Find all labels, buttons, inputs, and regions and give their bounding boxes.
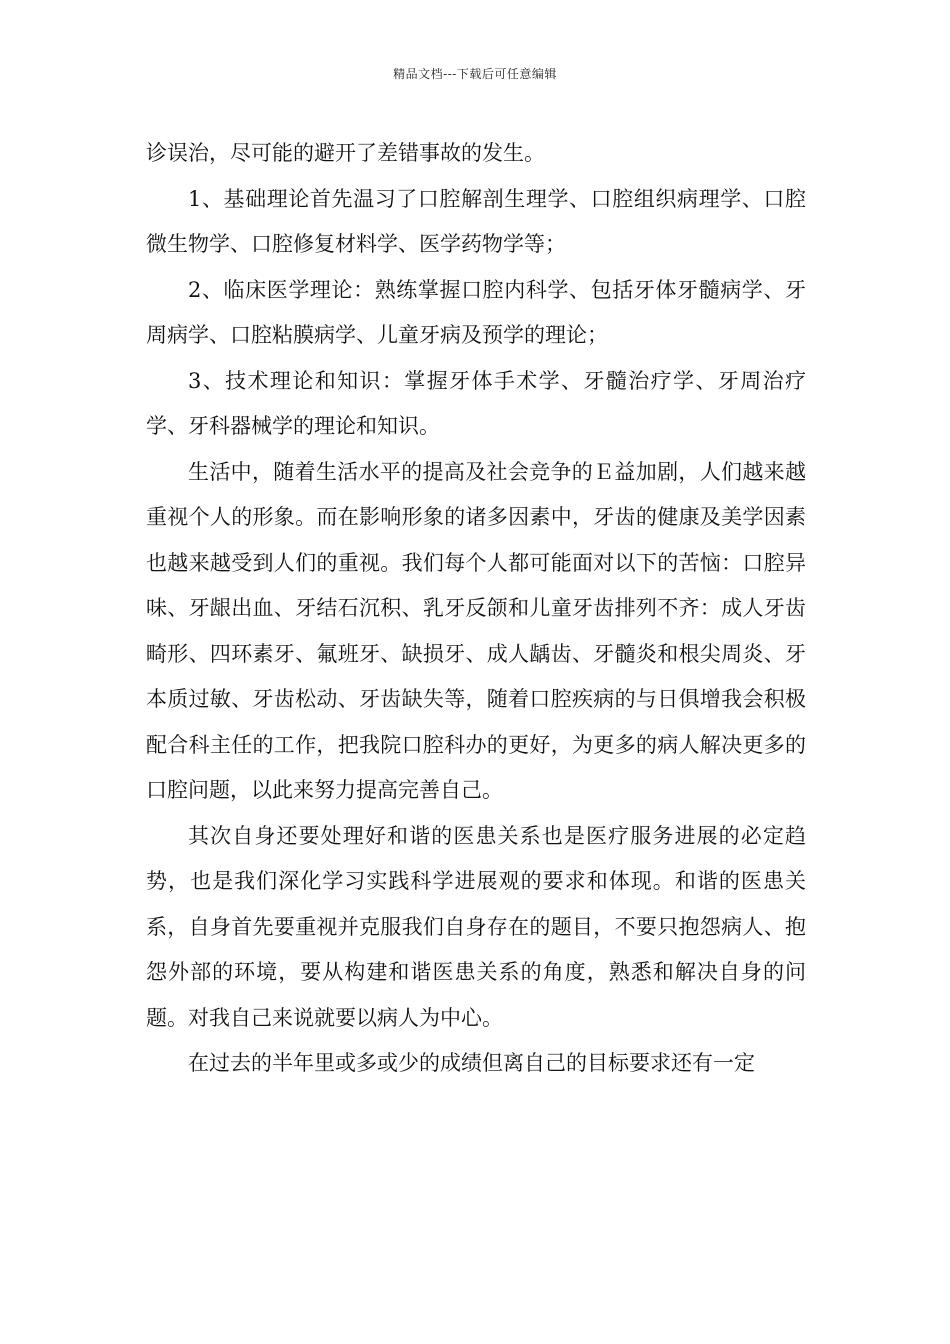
paragraph: 生活中，随着生活水平的提高及社会竞争的Ｅ益加剧，人们越来越重视个人的形象。而在影响形象的诸多因素中，牙齿的健康及美学因素也越来越受到人们的重视。我们每个人都可能面对以下的苦恼：口腔异味、牙龈出血、牙结石沉积、乳牙反颌和儿童牙齿排列不齐：成人牙齿畸形、四环素牙、氟班牙、缺损牙、成人龋齿、牙髓炎和根尖周炎、牙本质过敏、牙齿松动、牙齿缺失等，随着口腔疾病的与日俱增我会积极配合科主任的工作，把我院口腔科办的更好，为更多的病人解决更多的口腔问题，以此来努力提高完善自己。 [146, 459, 806, 802]
paragraph: 诊误治，尽可能的避开了差错事故的发生。 [146, 141, 545, 165]
paragraph: 2、临床医学理论：熟练掌握口腔内科学、包括牙体牙髓病学、牙周病学、口腔粘膜病学、儿童牙病及预学的理论； [146, 277, 806, 347]
paragraph: 3、技术理论和知识：掌握牙体手术学、牙髓治疗学、牙周治疗学、牙科器械学的理论和知识。 [146, 368, 806, 438]
document-body [146, 131, 806, 1087]
paragraph: 其次自身还要处理好和谐的医患关系也是医疗服务进展的必定趋势，也是我们深化学习实践科学进展观的要求和体现。和谐的医患关系，自身首先要重视并克服我们自身存在的题目，不要只抱怨病人、抱怨外部的环境，要从构建和谐医患关系的角度，熟悉和解决自身的问题。对我自己来说就要以病人为中心。 [146, 823, 806, 1030]
paragraph: 在过去的半年里或多或少的成绩但离自己的目标要求还有一定 [188, 1051, 755, 1075]
paragraph: 1、基础理论首先温习了口腔解剖生理学、口腔组织病理学、口腔微生物学、口腔修复材料学、医学药物学等； [146, 186, 806, 256]
page-header: 精品文档---下载后可任意编辑 [393, 67, 557, 81]
